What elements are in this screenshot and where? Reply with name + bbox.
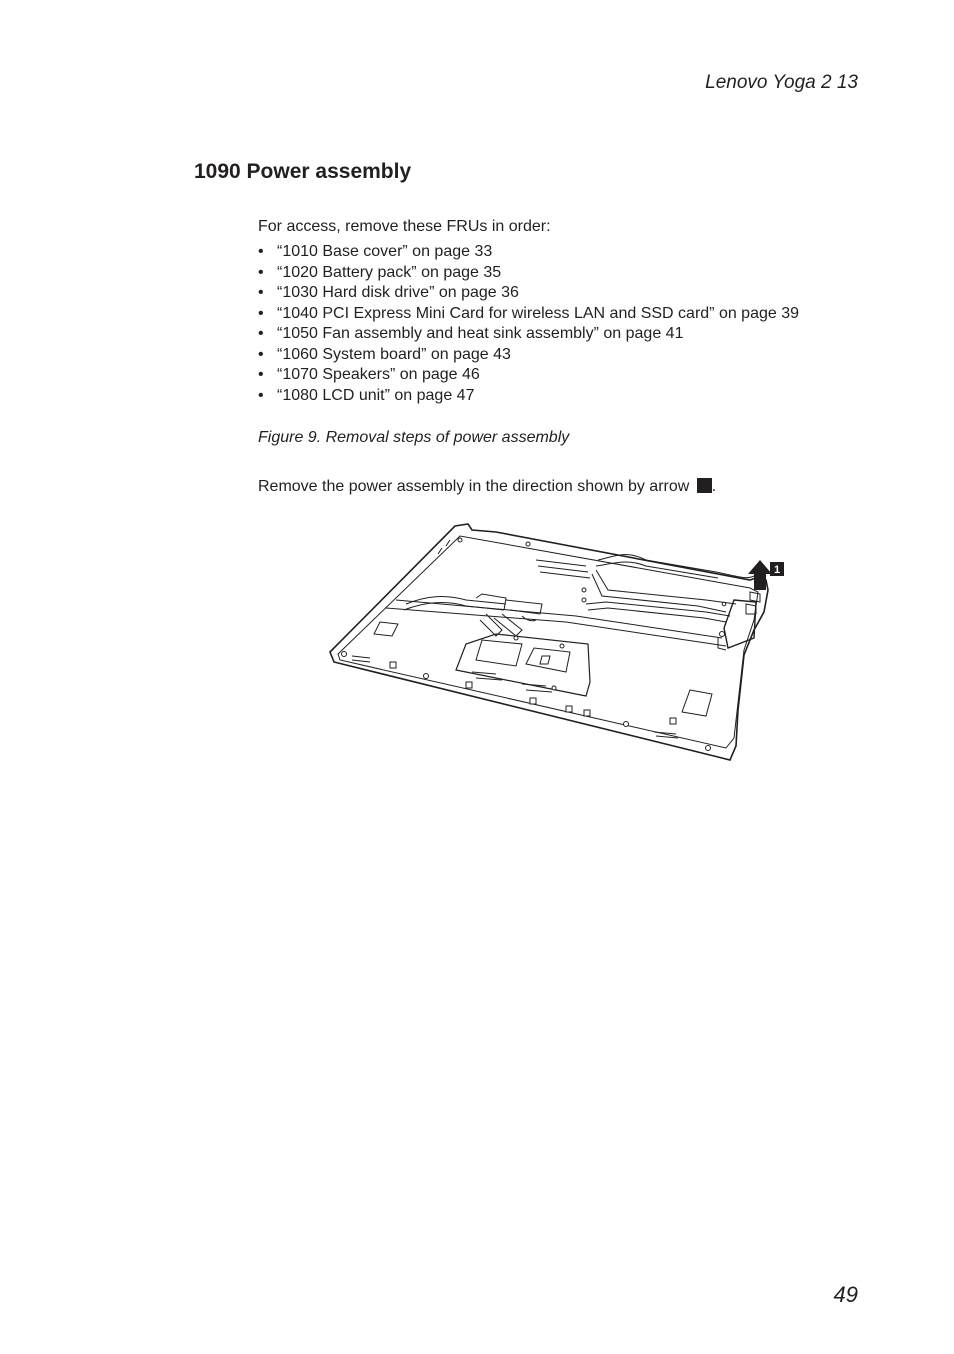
fru-list-item <box>258 365 799 386</box>
fru-reference-link[interactable]: “1020 Battery pack” on page 35 <box>277 263 502 281</box>
arrow-marker-icon <box>697 478 712 493</box>
figure-caption: Figure 9. Removal steps of power assembly <box>258 429 570 446</box>
fru-list-item <box>258 283 799 304</box>
fru-list-item <box>258 345 799 366</box>
fru-reference-link[interactable]: “1030 Hard disk drive” on page 36 <box>277 284 519 301</box>
fru-list-item <box>258 263 799 284</box>
power-assembly-removal-diagram <box>326 520 792 764</box>
fru-list-item <box>258 386 799 407</box>
fru-reference-link[interactable]: “1050 Fan assembly and heat sink assembly” on page 41 <box>277 325 684 342</box>
removal-instruction-text: Remove the power assembly in the direction shown by arrow <box>258 478 690 495</box>
page-number: 49 <box>833 1282 858 1307</box>
fru-list-item <box>258 324 799 345</box>
fru-reference-link[interactable]: “1070 Speakers” on page 46 <box>277 366 480 383</box>
fru-reference-link[interactable]: “1010 Base cover” on page 33 <box>277 243 493 260</box>
fru-reference-link[interactable]: “1040 PCI Express Mini Card for wireless LAN and SSD card” on page 39 <box>277 304 800 322</box>
instruction-period: . <box>711 478 717 495</box>
fru-list-item <box>258 304 799 325</box>
removal-instruction <box>258 478 716 496</box>
removal-direction-arrow-icon <box>748 560 772 590</box>
fru-list <box>258 242 799 406</box>
fru-reference-link[interactable]: “1080 LCD unit” on page 47 <box>277 386 475 404</box>
fru-reference-link[interactable]: “1060 System board” on page 43 <box>277 345 511 363</box>
callout-number: 1 <box>773 564 781 576</box>
section-title: 1090 Power assembly <box>194 160 412 183</box>
document-header: Lenovo Yoga 2 13 <box>705 72 858 93</box>
fru-intro-text: For access, remove these FRUs in order: <box>258 218 551 235</box>
power-assembly-part <box>724 600 756 648</box>
touchpad-bracket <box>456 634 590 696</box>
fru-list-item <box>258 242 799 263</box>
